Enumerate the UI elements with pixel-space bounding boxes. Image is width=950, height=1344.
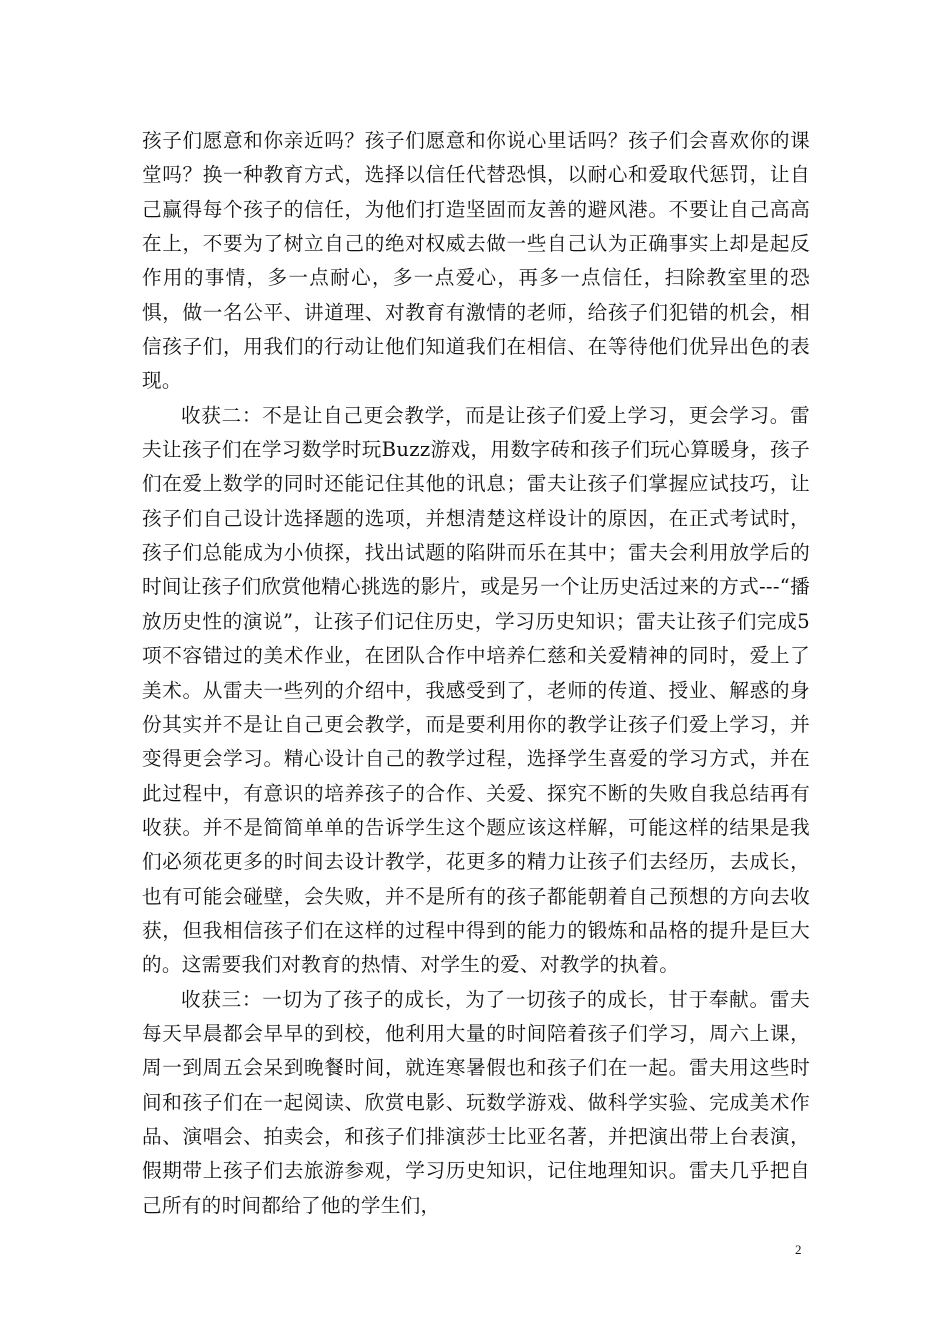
paragraph-continuation: 孩子们愿意和你亲近吗？孩子们愿意和你说心里话吗？孩子们会喜欢你的课堂吗？换一种教育方式，选择以信任代替恐惧，以耐心和爱取代惩罚，让自己赢得每个孩子的信任，为他们打造坚固而友善的避风港。不要让自己高高在上，不要为了树立自己的绝对权威去做一些自己认为正确事实上却是起反作用的事情，多一点耐心，多一点爱心，再多一点信任，扫除教室里的恐惧，做一名公平、讲道理、对教育有激情的老师，给孩子们犯错的机会，相信孩子们，用我们的行动让他们知道我们在相信、在等待他们优异出色的表现。 [142,129,810,393]
paragraph-gain-three: 收获三：一切为了孩子的成长，为了一切孩子的成长，甘于奉献。雷夫每天早晨都会早早的到校，他利用大量的时间陪着孩子们学习，周六上课，周一到周五会呆到晚餐时间，就连寒暑假也和孩子们在一起。雷夫用这些时间和孩子们在一起阅读、欣赏电影、玩数学游戏、做科学实验、完成美术作品、演唱会、拍卖会，和孩子们排演莎士比亚名著，并把演出带上台表演，假期带上孩子们去旅游参观，学习历史知识，记住地理知识。雷夫几乎把自己所有的时间都给了他的学生们， [142,987,810,1217]
paragraph-gain-two: 收获二：不是让自己更会教学，而是让孩子们爱上学习，更会学习。雷夫让孩子们在学习数学时玩Buzz游戏，用数字砖和孩子们玩心算暖身，孩子们在爱上数学的同时还能记住其他的讯息；雷夫让孩子们掌握应试技巧，让孩子们自己设计选择题的选项，并想清楚这样设计的原因，在正式考试时，孩子们总能成为小侦探，找出试题的陷阱而乐在其中；雷夫会利用放学后的时间让孩子们欣赏他精心挑选的影片，或是另一个让历史活过来的方式---“播放历史性的演说”，让孩子们记住历史，学习历史知识；雷夫让孩子们完成5项不容错过的美术作业，在团队合作中培养仁慈和关爱精神的同时，爱上了美术。从雷夫一些列的介绍中，我感受到了，老师的传道、授业、解惑的身份其实并不是让自己更会教学，而是要利用你的教学让孩子们爱上学习，并变得更会学习。精心设计自己的教学过程，选择学生喜爱的学习方式，并在此过程中，有意识的培养孩子的合作、关爱、探究不断的失败自我总结再有收获。并不是简简单单的告诉学生这个题应该这样解，可能这样的结果是我们必须花更多的时间去设计教学，花更多的精力让孩子们去经历，去成长，也有可能会碰壁，会失败，并不是所有的孩子都能朝着自己预想的方向去收获，但我相信孩子们在这样的过程中得到的能力的锻炼和品格的提升是巨大的。这需要我们对教育的热情、对学生的爱、对教学的执着。 [142,403,810,977]
body-text [142,124,810,1223]
page-number: 2 [795,1242,802,1257]
